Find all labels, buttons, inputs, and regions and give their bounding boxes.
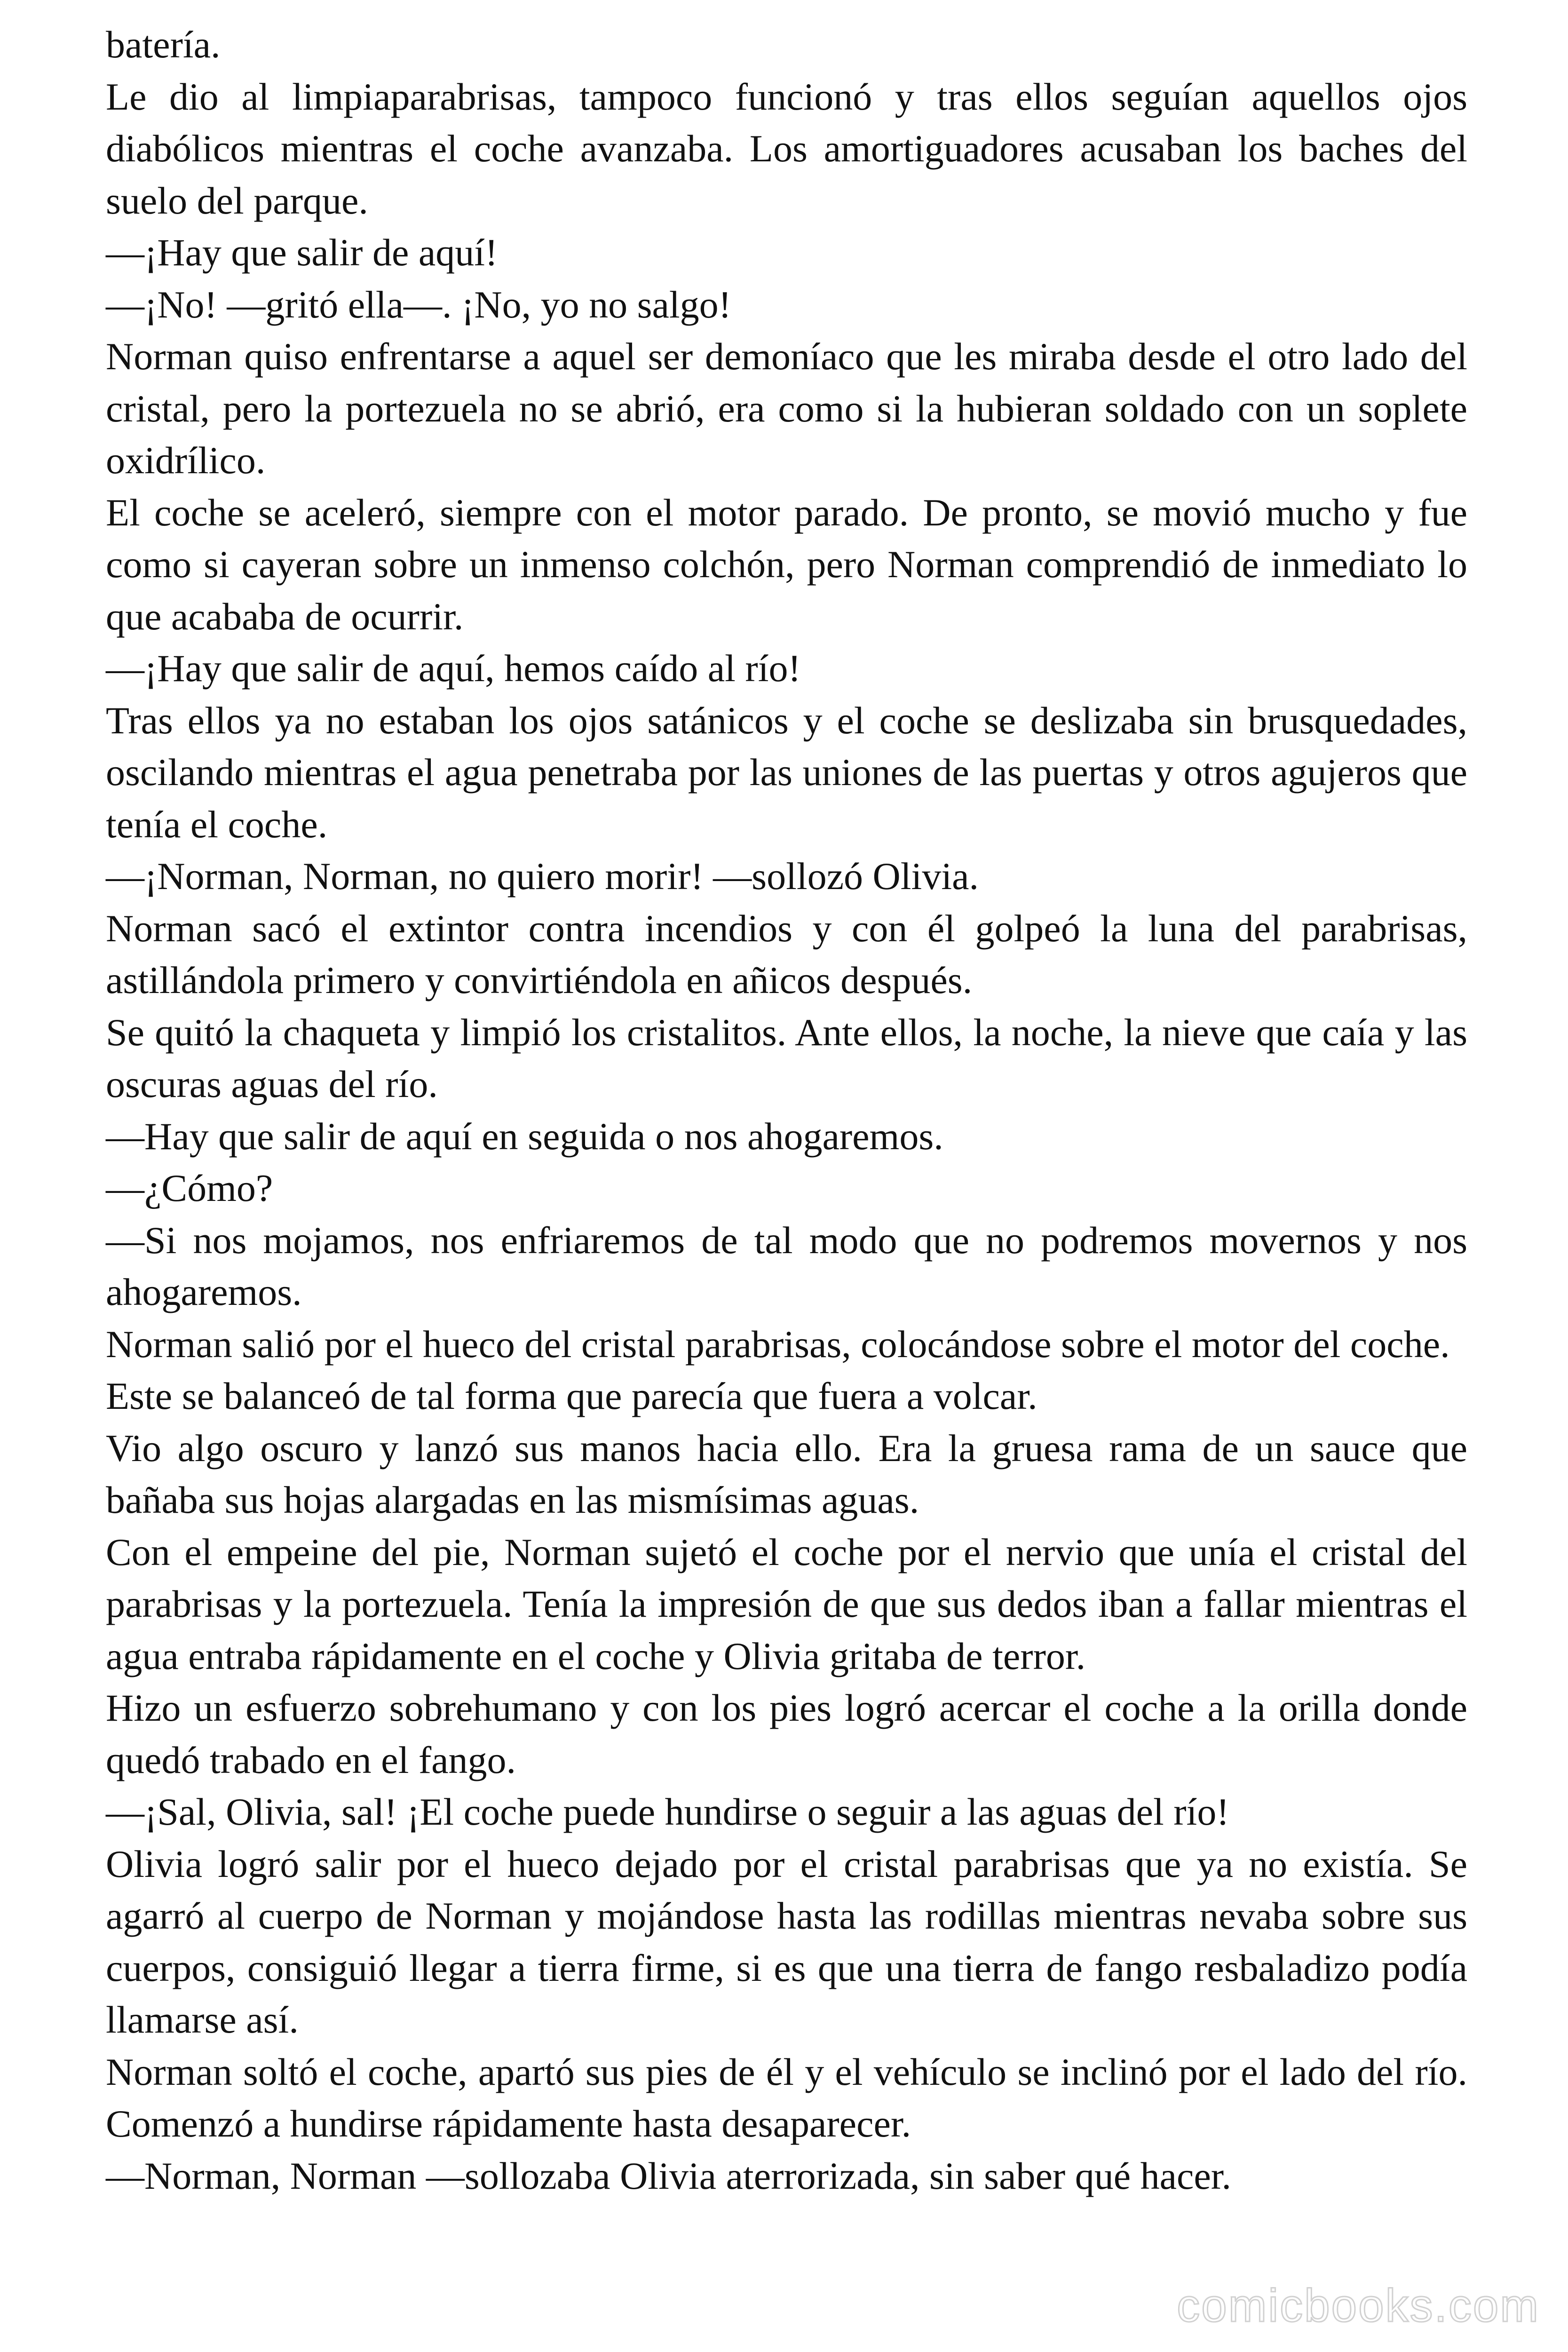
paragraph: Vio algo oscuro y lanzó sus manos hacia ello. Era la gruesa rama de un sauce que bañaba sus hojas alargadas en las mismísimas aguas.	[106, 1426, 1467, 1521]
dialogue-line: —Si nos mojamos, nos enfriaremos de tal modo que no podremos movernos y nos ahogaremos.	[106, 1218, 1467, 1313]
paragraph: Norman sacó el extintor contra incendios y con él golpeó la luna del parabrisas, astillándola primero y convirtiéndola en añicos después.	[106, 906, 1467, 1001]
paragraph: Se quitó la chaqueta y limpió los cristalitos. Ante ellos, la noche, la nieve que caía y las oscuras aguas del río.	[106, 1010, 1467, 1105]
paragraph: Norman soltó el coche, apartó sus pies de él y el vehículo se inclinó por el lado del río. Comenzó a hundirse rápidamente hasta desaparecer.	[106, 2050, 1467, 2145]
paragraph: Tras ellos ya no estaban los ojos satánicos y el coche se deslizaba sin brusquedades, oscilando mientras el agua penetraba por las uniones de las puertas y otros agujeros que tenía el coche.	[106, 699, 1467, 846]
dialogue-line: —¡Hay que salir de aquí, hemos caído al río!	[106, 647, 801, 690]
dialogue-line: —¿Cómo?	[106, 1167, 273, 1209]
dialogue-line: —Norman, Norman —sollozaba Olivia aterrorizada, sin saber qué hacer.	[106, 2154, 1232, 2197]
paragraph: Olivia logró salir por el hueco dejado por el cristal parabrisas que ya no existía. Se agarró al cuerpo de Norman y mojándose hasta las rodillas mientras nevaba sobre sus cuerpos, consiguió llegar a tierra firme, si es que una tierra de fango resbaladizo podía llamarse así.	[106, 1842, 1467, 2041]
paragraph: Hizo un esfuerzo sobrehumano y con los pies logró acercar el coche a la orilla donde quedó trabado en el fango.	[106, 1686, 1467, 1781]
paragraph: El coche se aceleró, siempre con el motor parado. De pronto, se movió mucho y fue como si cayeran sobre un inmenso colchón, pero Norman comprendió de inmediato lo que acababa de ocurrir.	[106, 491, 1467, 638]
dialogue-line: —¡Sal, Olivia, sal! ¡El coche puede hundirse o seguir a las aguas del río!	[106, 1790, 1229, 1833]
paragraph: Este se balanceó de tal forma que parecía que fuera a volcar.	[106, 1375, 1037, 1417]
paragraph: Norman salió por el hueco del cristal parabrisas, colocándose sobre el motor del coche.	[106, 1322, 1450, 1366]
paragraph: batería.	[106, 23, 221, 66]
watermark-logo: comicbooks.com	[1177, 2280, 1540, 2331]
paragraph: Con el empeine del pie, Norman sujetó el coche por el nervio que unía el cristal del parabrisas y la portezuela. Tenía la impresión de que sus dedos iban a fallar mientras el agua entraba rápidamente en el coche y Olivia gritaba de terror.	[106, 1530, 1467, 1677]
dialogue-line: —¡No! —gritó ella—. ¡No, yo no salgo!	[106, 283, 731, 326]
dialogue-line: —Hay que salir de aquí en seguida o nos ahogaremos.	[106, 1114, 943, 1158]
paragraph: Norman quiso enfrentarse a aquel ser demoníaco que les miraba desde el otro lado del cristal, pero la portezuela no se abrió, era como si la hubieran soldado con un soplete oxidrílico.	[106, 335, 1467, 482]
paragraph: Le dio al limpiaparabrisas, tampoco funcionó y tras ellos seguían aquellos ojos diabólicos mientras el coche avanzaba. Los amortiguadores acusaban los baches del suelo del parque.	[106, 75, 1467, 222]
dialogue-line: —¡Norman, Norman, no quiero morir! —sollozó Olivia.	[106, 855, 979, 898]
document-page	[106, 19, 1467, 2202]
dialogue-line: —¡Hay que salir de aquí!	[106, 231, 498, 274]
